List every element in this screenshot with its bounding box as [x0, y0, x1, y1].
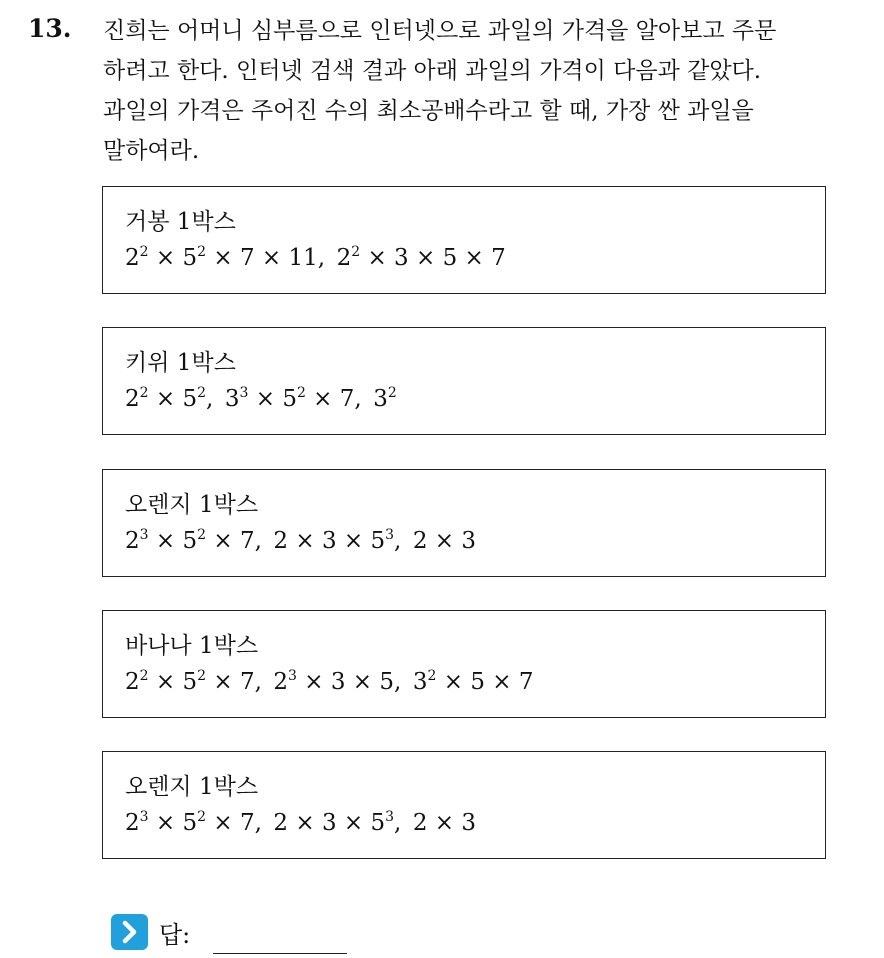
- factor-base: 2: [125, 669, 140, 695]
- term-separator: ,: [254, 669, 274, 695]
- question-line: 진희는 어머니 심부름으로 인터넷으로 과일의 가격을 알아보고 주문: [103, 18, 777, 44]
- fruit-box-kiwi: [102, 327, 826, 435]
- factor-exponent: 2: [139, 385, 149, 401]
- factor-exponent: 3: [139, 809, 149, 825]
- term-separator: ,: [206, 386, 225, 412]
- times-sign: ×: [254, 245, 289, 271]
- factor-base: 2: [273, 669, 289, 695]
- factor-base: 3: [224, 386, 240, 412]
- factor-base: 3: [321, 528, 337, 554]
- times-sign: ×: [148, 528, 183, 554]
- factor-base: 5: [282, 386, 297, 412]
- factor-exponent: 3: [385, 809, 395, 825]
- times-sign: ×: [305, 386, 340, 412]
- factor-exponent: 2: [296, 385, 306, 401]
- fruit-box-expression: [125, 245, 506, 271]
- factor-exponent: 2: [197, 527, 207, 543]
- times-sign: ×: [148, 245, 183, 271]
- factor-exponent: 2: [197, 244, 207, 260]
- times-sign: ×: [148, 669, 183, 695]
- factor-base: 3: [394, 245, 409, 271]
- times-sign: ×: [484, 669, 519, 695]
- term-separator: ,: [354, 386, 374, 412]
- factor-base: 2: [336, 245, 352, 271]
- factor-base: 5: [379, 669, 395, 695]
- fruit-box-expression: [125, 528, 476, 554]
- fruit-box-title: 키위 1박스: [125, 350, 236, 376]
- fruit-box-title: 바나나 1박스: [125, 633, 259, 659]
- factor-exponent: 3: [288, 668, 297, 684]
- factor-base: 5: [182, 528, 198, 554]
- factor-exponent: 2: [427, 668, 437, 684]
- factor-base: 5: [442, 245, 458, 271]
- factor-exponent: 3: [139, 527, 149, 543]
- fruit-box-expression: [125, 669, 534, 695]
- term-separator: ,: [394, 810, 413, 836]
- factor-base: 5: [370, 528, 386, 554]
- times-sign: ×: [427, 528, 462, 554]
- factor-exponent: 2: [197, 809, 207, 825]
- factor-exponent: 2: [139, 668, 149, 684]
- factor-base: 3: [461, 810, 477, 836]
- fruit-box-banana: [102, 610, 826, 718]
- times-sign: ×: [248, 386, 283, 412]
- factor-exponent: 2: [197, 385, 207, 401]
- question-line: 하려고 한다. 인터넷 검색 결과 아래 과일의 가격이 다음과 같았다.: [103, 58, 762, 84]
- fruit-box-expression: [125, 386, 397, 412]
- times-sign: ×: [436, 669, 471, 695]
- factor-base: 11: [288, 245, 318, 271]
- factor-base: 5: [370, 810, 386, 836]
- factor-base: 3: [373, 386, 388, 412]
- factor-base: 2: [125, 810, 140, 836]
- factor-base: 5: [182, 245, 198, 271]
- factor-exponent: 2: [387, 385, 397, 401]
- times-sign: ×: [206, 669, 240, 695]
- factor-exponent: 3: [239, 385, 249, 401]
- times-sign: ×: [427, 810, 462, 836]
- times-sign: ×: [457, 245, 492, 271]
- fruit-box-title: 오렌지 1박스: [125, 492, 259, 518]
- factor-base: 7: [518, 669, 534, 695]
- factor-exponent: 3: [385, 527, 395, 543]
- factor-base: 3: [412, 669, 428, 695]
- factor-base: 2: [273, 810, 289, 836]
- factor-base: 7: [239, 810, 255, 836]
- factor-base: 5: [182, 810, 198, 836]
- factor-base: 2: [125, 528, 140, 554]
- factor-base: 7: [339, 386, 355, 412]
- factor-base: 7: [239, 245, 255, 271]
- times-sign: ×: [336, 528, 371, 554]
- question-line: 과일의 가격은 주어진 수의 최소공배수라고 할 때, 가장 싼 과일을: [103, 98, 754, 124]
- factor-base: 7: [239, 669, 255, 695]
- factor-base: 5: [182, 386, 198, 412]
- question-text: [103, 11, 873, 171]
- factor-base: 2: [412, 528, 428, 554]
- fruit-box-orange: [102, 469, 826, 577]
- times-sign: ×: [408, 245, 443, 271]
- times-sign: ×: [206, 810, 240, 836]
- fruit-box-title: 거봉 1박스: [125, 209, 236, 235]
- fruit-box-grape: [102, 186, 826, 294]
- times-sign: ×: [148, 810, 183, 836]
- fruit-box-expression: [125, 810, 476, 836]
- question-line: 말하여라.: [103, 138, 200, 164]
- factor-base: 2: [125, 245, 140, 271]
- factor-exponent: 2: [351, 244, 361, 260]
- times-sign: ×: [206, 245, 240, 271]
- factor-base: 7: [491, 245, 506, 271]
- term-separator: ,: [394, 528, 413, 554]
- factor-base: 2: [412, 810, 428, 836]
- times-sign: ×: [336, 810, 371, 836]
- term-separator: ,: [317, 245, 337, 271]
- times-sign: ×: [288, 528, 322, 554]
- times-sign: ×: [296, 669, 331, 695]
- times-sign: ×: [345, 669, 380, 695]
- factor-exponent: 2: [197, 668, 207, 684]
- times-sign: ×: [206, 528, 240, 554]
- factor-exponent: 2: [139, 244, 149, 260]
- times-sign: ×: [148, 386, 183, 412]
- factor-base: 7: [239, 528, 255, 554]
- times-sign: ×: [288, 810, 322, 836]
- times-sign: ×: [360, 245, 395, 271]
- chevron-right-icon: [111, 914, 148, 950]
- answer-label: 답:: [159, 921, 191, 949]
- question-number: 13.: [28, 14, 72, 43]
- factor-base: 3: [321, 810, 337, 836]
- term-separator: ,: [254, 528, 274, 554]
- fruit-box-orange-duplicate: [102, 751, 826, 859]
- factor-base: 3: [330, 669, 346, 695]
- factor-base: 2: [273, 528, 289, 554]
- factor-base: 2: [125, 386, 140, 412]
- factor-base: 3: [461, 528, 477, 554]
- answer-blank-line[interactable]: [213, 953, 347, 954]
- fruit-box-title: 오렌지 1박스: [125, 774, 259, 800]
- term-separator: ,: [394, 669, 413, 695]
- term-separator: ,: [254, 810, 274, 836]
- factor-base: 5: [182, 669, 198, 695]
- factor-base: 5: [470, 669, 485, 695]
